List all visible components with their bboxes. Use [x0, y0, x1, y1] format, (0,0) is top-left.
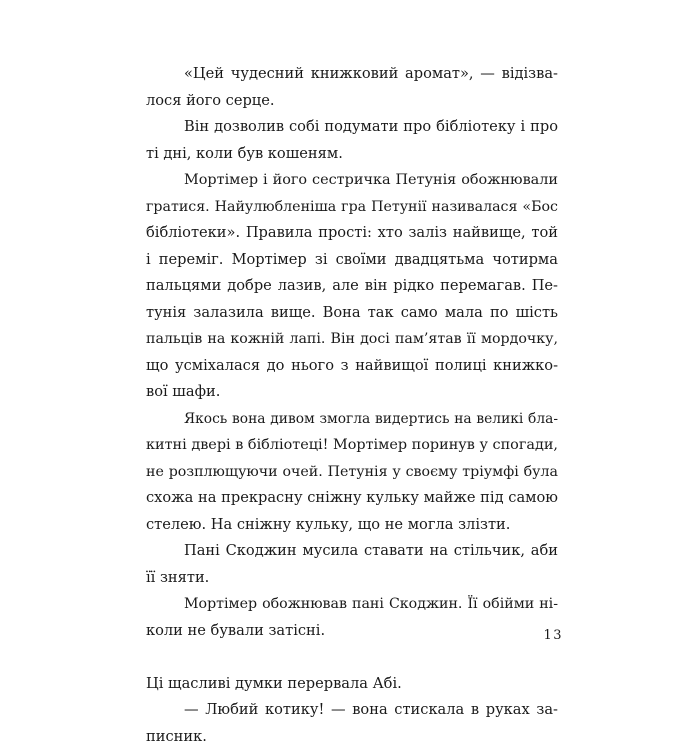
text-line: Якось вона дивом змогла видертись на великі бла- [146, 406, 558, 433]
page-number: 13 [523, 628, 563, 643]
text-line: Ці щасливі думки перервала Абі. [146, 671, 558, 698]
text-line: лося його серце. [146, 88, 558, 115]
text-line: писник. [146, 724, 558, 750]
text-line: Мортімер обожнював пані Скоджин. Її обійми ні- [146, 591, 558, 618]
text-line: пальцями добре лазив, але він рідко перемагав. Пе- [146, 273, 558, 300]
text-line: стелею. На сніжну кульку, що не могла злізти. [146, 512, 558, 539]
section-break [146, 644, 558, 671]
text-line: Він дозволив собі подумати про бібліотеку і про [146, 114, 558, 141]
text-line: пальців на кожній лапі. Він досі пам’ятав її мордочку, [146, 326, 558, 353]
text-line: бібліотеки». Правила прості: хто заліз найвище, той [146, 220, 558, 247]
text-line: не розплющуючи очей. Петунія у своєму тріумфі була [146, 459, 558, 486]
text-line: коли не бували затісні. [146, 618, 558, 645]
text-line: Мортімер і його сестричка Петунія обожнювали [146, 167, 558, 194]
text-line: вої шафи. [146, 379, 558, 406]
text-line: — Любий котику! — вона стискала в руках за- [146, 697, 558, 724]
text-line: її зняти. [146, 565, 558, 592]
text-line: гратися. Найулюбленіша гра Петунії називалася «Бос [146, 194, 558, 221]
text-line: Пані Скоджин мусила ставати на стільчик, аби [146, 538, 558, 565]
text-line: схожа на прекрасну сніжну кульку майже під самою [146, 485, 558, 512]
text-line: що усміхалася до нього з найвищої полиці книжко- [146, 353, 558, 380]
text-line: і переміг. Мортімер зі своїми двадцятьма чотирма [146, 247, 558, 274]
text-line: китні двері в бібліотеці! Мортімер поринув у спогади, [146, 432, 558, 459]
text-line: «Цей чудесний книжковий аромат», — відізва- [146, 61, 558, 88]
text-line: ті дні, коли був кошеням. [146, 141, 558, 168]
text-line: тунія залазила вище. Вона так само мала по шість [146, 300, 558, 327]
body-text [146, 61, 558, 750]
